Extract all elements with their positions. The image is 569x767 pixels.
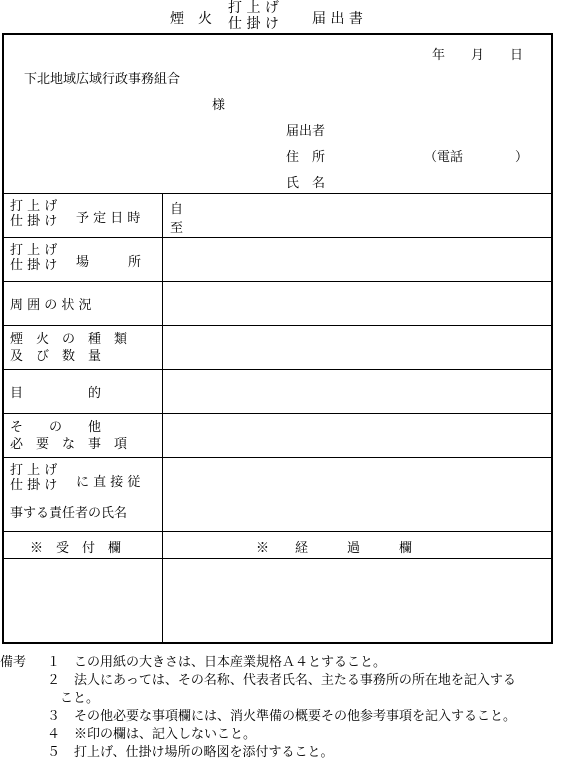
row-divider — [2, 369, 553, 370]
note-number: １ — [47, 655, 61, 670]
row-other-label — [10, 419, 127, 453]
name-label: 氏 名 — [286, 176, 326, 191]
row-place-label — [10, 243, 57, 273]
row-responsible-rest: に 直 接 従 — [76, 475, 141, 490]
phone-label: （電話 ） — [424, 150, 529, 165]
note-text: 打上げ、仕掛け場所の略図を添付すること。 — [74, 745, 334, 760]
schedule-from: 自 — [170, 202, 184, 217]
label-uchiage: 打 上 げ — [10, 199, 58, 214]
recipient-org: 下北地域広域行政事務組合 — [24, 72, 181, 87]
label-shikake: 仕 掛 け — [10, 478, 58, 493]
label-shikake: 仕 掛 け — [10, 214, 58, 229]
row-schedule-rest: 予 定 日 時 — [76, 211, 141, 226]
row-divider — [2, 457, 553, 458]
note-number: ２ — [47, 673, 61, 688]
note-text: ※印の欄は、記入しないこと。 — [74, 727, 257, 742]
applicant-label: 届出者 — [286, 124, 326, 139]
note-number: ４ — [47, 727, 61, 742]
progress-column-header: ※ 経 過 欄 — [256, 541, 413, 556]
label-necessary-matters: 必 要 な 事 項 — [10, 437, 128, 452]
row-schedule-label — [10, 199, 57, 229]
title-uchiage: 打 上 げ — [228, 0, 279, 16]
label-quantity: 及 び 数 量 — [10, 349, 102, 364]
row-divider — [2, 281, 553, 282]
row-surroundings-label: 周 囲 の 状 況 — [10, 298, 92, 313]
title-suffix: 届 出 書 — [312, 11, 363, 27]
title-shikake: 仕 掛 け — [228, 16, 279, 32]
notes-title: 備考 — [0, 655, 27, 670]
row-divider — [2, 193, 553, 194]
label-other: そ の 他 — [10, 420, 102, 435]
date-field: 年 月 日 — [432, 48, 524, 63]
recipient-honorific: 様 — [212, 98, 226, 113]
note-text: この用紙の大きさは、日本産業規格Ａ４とすること。 — [74, 655, 387, 670]
row-divider — [2, 237, 553, 238]
address-label: 住 所 — [286, 150, 326, 165]
reception-column-header: ※ 受 付 欄 — [30, 541, 122, 556]
row-responsible-label — [10, 463, 57, 493]
label-fireworks-type: 煙 火 の 種 類 — [10, 332, 128, 347]
row-divider — [2, 413, 553, 414]
label-uchiage: 打 上 げ — [10, 243, 58, 258]
note-text: こと。 — [60, 691, 100, 706]
row-fireworks-label — [10, 331, 127, 365]
note-number: ３ — [47, 709, 61, 724]
row-place-rest: 場 所 — [76, 255, 142, 270]
schedule-to: 至 — [170, 221, 184, 236]
row-purpose-label: 目 的 — [10, 386, 102, 401]
label-uchiage: 打 上 げ — [10, 463, 58, 478]
label-shikake: 仕 掛 け — [10, 258, 58, 273]
row-divider — [2, 558, 553, 559]
row-divider — [2, 325, 553, 326]
note-text: その他必要な事項欄には、消火準備の概要その他参考事項を記入すること。 — [74, 709, 517, 724]
note-number: ５ — [47, 745, 61, 760]
row-responsible-line3: 事する責任者の氏名 — [10, 506, 128, 521]
row-divider — [2, 531, 553, 532]
note-text: 法人にあっては、その名称、代表者氏名、主たる事務所の所在地を記入する — [74, 673, 516, 688]
column-divider — [162, 193, 163, 644]
title-prefix: 煙 火 — [170, 11, 212, 27]
